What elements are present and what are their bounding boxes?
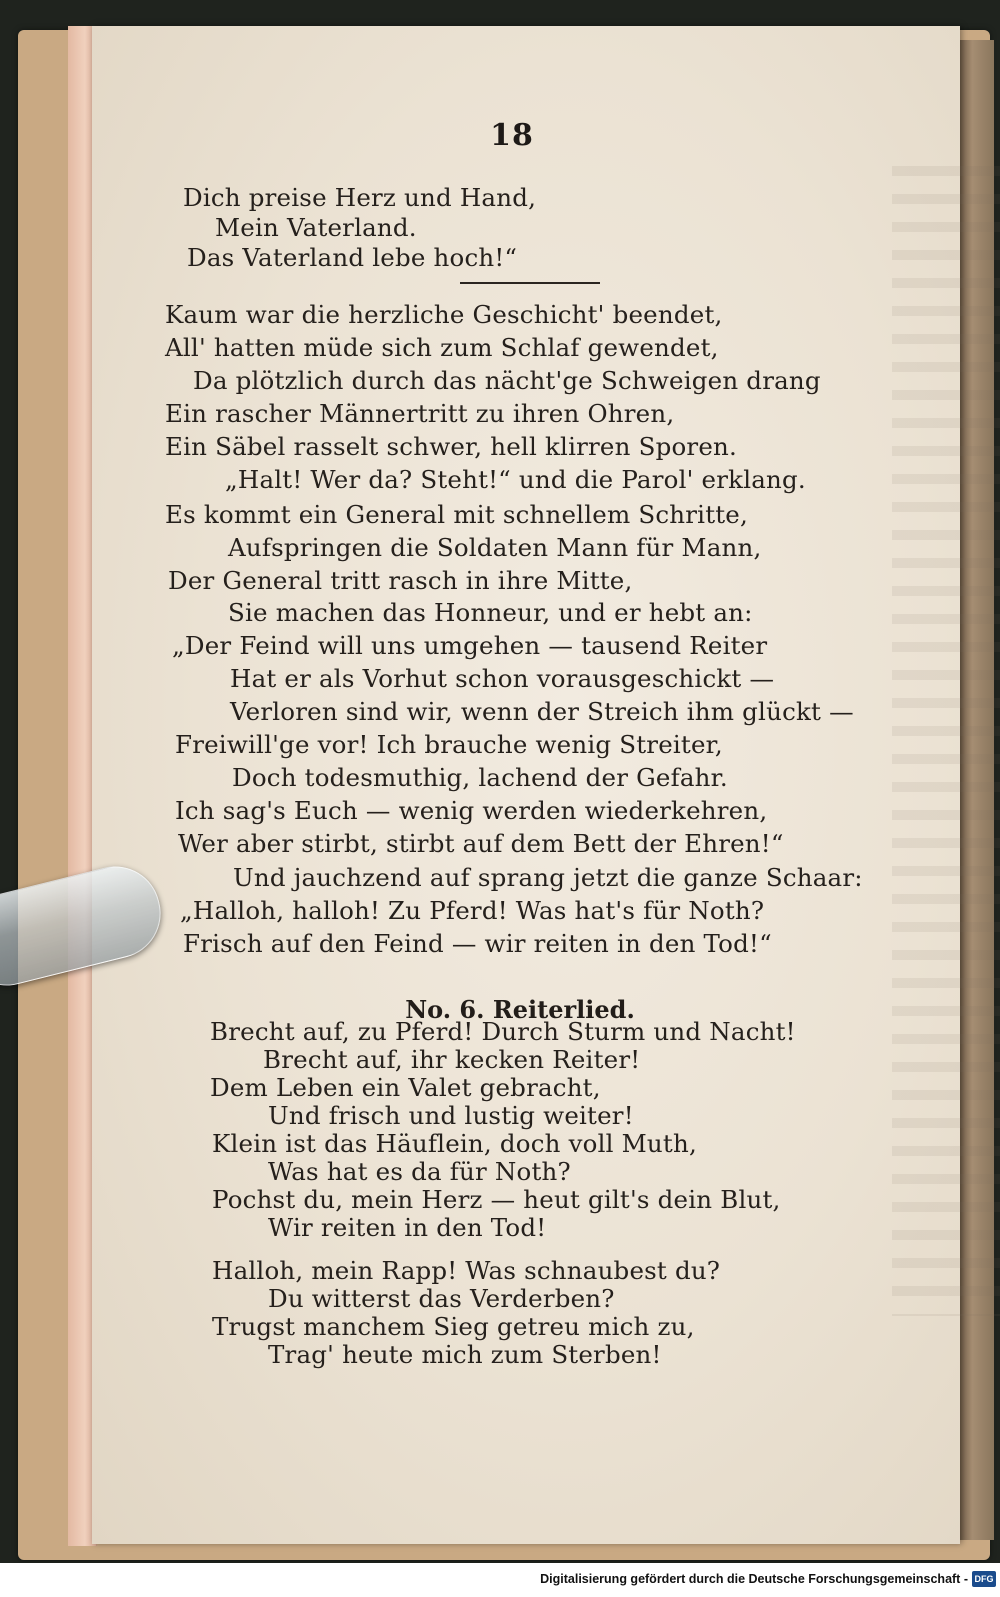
song-line: Und frisch und lustig weiter! — [268, 1101, 634, 1130]
narrative-line: Ein rascher Männertritt zu ihren Ohren, — [165, 399, 675, 428]
song-line: Brecht auf, zu Pferd! Durch Sturm und Nacht! — [210, 1017, 796, 1046]
stanza-end-line: Das Vaterland lebe hoch!“ — [187, 243, 518, 272]
narrative-line: All' hatten müde sich zum Schlaf gewendet, — [165, 333, 719, 362]
narrative-line: Kaum war die herzliche Geschicht' beendet, — [165, 300, 723, 329]
song-line: Dem Leben ein Valet gebracht, — [210, 1073, 601, 1102]
song-line: Was hat es da für Noth? — [268, 1157, 571, 1186]
narrative-line: Und jauchzend auf sprang jetzt die ganze Schaar: — [233, 863, 863, 892]
narrative-line: Ich sag's Euch — wenig werden wiederkehren, — [175, 796, 768, 825]
funding-credit: Digitalisierung gefördert durch die Deutsche Forschungsgemeinschaft - — [540, 1572, 968, 1586]
song-line: Klein ist das Häuflein, doch voll Muth, — [212, 1129, 697, 1158]
narrative-line: „Halloh, halloh! Zu Pferd! Was hat's für Noth? — [180, 896, 765, 925]
stanza-end-line: Dich preise Herz und Hand, — [183, 183, 537, 212]
narrative-line: Hat er als Vorhut schon vorausgeschickt — — [230, 664, 775, 693]
narrative-line: Doch todesmuthig, lachend der Gefahr. — [232, 763, 728, 792]
narrative-line: Aufspringen die Soldaten Mann für Mann, — [228, 533, 762, 562]
song-line: Trugst manchem Sieg getreu mich zu, — [212, 1312, 695, 1341]
narrative-line: „Halt! Wer da? Steht!“ und die Parol' erklang. — [225, 465, 806, 494]
narrative-line: Es kommt ein General mit schnellem Schritte, — [165, 500, 748, 529]
song-heading: No. 6. Reiterlied. — [405, 995, 635, 1024]
song-line: Wir reiten in den Tod! — [268, 1213, 547, 1242]
narrative-line: Der General tritt rasch in ihre Mitte, — [168, 566, 633, 595]
page-number: 18 — [490, 118, 534, 153]
narrative-line: Da plötzlich durch das nächt'ge Schweigen drang — [193, 366, 821, 395]
narrative-line: Freiwill'ge vor! Ich brauche wenig Streiter, — [175, 730, 723, 759]
song-line: Pochst du, mein Herz — heut gilt's dein Blut, — [212, 1185, 781, 1214]
narrative-line: „Der Feind will uns umgehen — tausend Reiter — [172, 631, 768, 660]
song-line: Halloh, mein Rapp! Was schnaubest du? — [212, 1256, 721, 1285]
song-line: Du witterst das Verderben? — [268, 1284, 615, 1313]
narrative-line: Frisch auf den Feind — wir reiten in den Tod!“ — [183, 929, 772, 958]
narrative-line: Verloren sind wir, wenn der Streich ihm glückt — — [230, 697, 854, 726]
narrative-line: Sie machen das Honneur, und er hebt an: — [228, 598, 753, 627]
stanza-end-line: Mein Vaterland. — [215, 213, 417, 242]
dfg-logo: DFG — [972, 1571, 996, 1587]
song-line: Trag' heute mich zum Sterben! — [268, 1340, 662, 1369]
narrative-line: Ein Säbel rasselt schwer, hell klirren Sporen. — [165, 432, 737, 461]
footer-bar — [0, 1563, 1000, 1597]
narrative-line: Wer aber stirbt, stirbt auf dem Bett der Ehren!“ — [178, 829, 784, 858]
section-divider — [460, 282, 600, 284]
song-line: Brecht auf, ihr kecken Reiter! — [263, 1045, 641, 1074]
